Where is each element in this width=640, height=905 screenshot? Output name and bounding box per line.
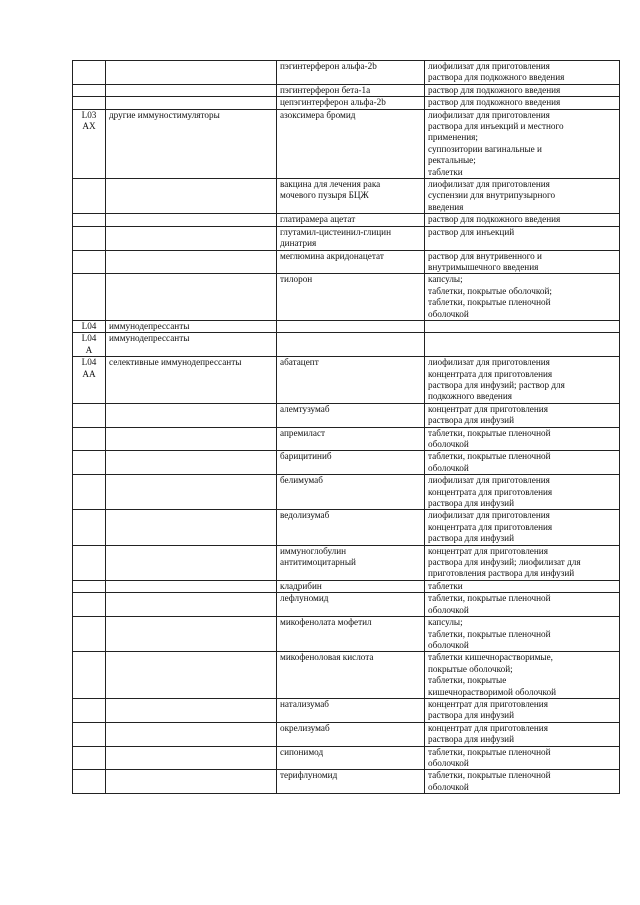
table-row <box>73 333 620 357</box>
table-row <box>73 109 620 178</box>
atc-code-cell <box>73 250 106 274</box>
table-row <box>73 357 620 404</box>
group-cell <box>106 698 277 722</box>
drug-name-cell: ведолизумаб <box>277 510 425 545</box>
group-cell <box>106 652 277 699</box>
atc-code-cell <box>73 698 106 722</box>
dosage-form-cell: концентрат для приготовления раствора для инфузий <box>425 722 620 746</box>
table-row <box>73 593 620 617</box>
table-row <box>73 61 620 85</box>
atc-code-cell <box>73 617 106 652</box>
group-cell <box>106 545 277 580</box>
table-row <box>73 84 620 96</box>
group-cell <box>106 84 277 96</box>
atc-code-cell <box>73 475 106 510</box>
dosage-form-cell <box>425 333 620 357</box>
drug-name-cell: азоксимера бромид <box>277 109 425 178</box>
group-cell <box>106 593 277 617</box>
dosage-form-cell: концентрат для приготовления раствора для инфузий <box>425 403 620 427</box>
drug-name-cell: окрелизумаб <box>277 722 425 746</box>
dosage-form-cell: таблетки, покрытые пленочной оболочкой <box>425 427 620 451</box>
drug-name-cell: лефлуномид <box>277 593 425 617</box>
group-cell <box>106 510 277 545</box>
atc-code-cell <box>73 403 106 427</box>
drug-name-cell: натализумаб <box>277 698 425 722</box>
atc-code-cell <box>73 427 106 451</box>
drug-name-cell: меглюмина акридонацетат <box>277 250 425 274</box>
atc-code-cell <box>73 274 106 321</box>
table-row <box>73 320 620 332</box>
table-row <box>73 652 620 699</box>
table-row <box>73 698 620 722</box>
group-cell <box>106 226 277 250</box>
drug-name-cell: барицитиниб <box>277 451 425 475</box>
drug-name-cell <box>277 320 425 332</box>
table-row <box>73 510 620 545</box>
dosage-form-cell: лиофилизат для приготовления концентрата для приготовления раствора для инфузий; раствор для подкожного введения <box>425 357 620 404</box>
group-cell <box>106 451 277 475</box>
drug-name-cell: пэгинтерферон бета-1a <box>277 84 425 96</box>
table-row <box>73 770 620 794</box>
dosage-form-cell: таблетки <box>425 580 620 592</box>
atc-code-cell: L04 A <box>73 333 106 357</box>
atc-code-cell <box>73 97 106 109</box>
table-row <box>73 97 620 109</box>
atc-code-cell <box>73 61 106 85</box>
drug-name-cell: терифлуномид <box>277 770 425 794</box>
dosage-form-cell: лиофилизат для приготовления раствора для инъекций и местного применения; суппозитории вагинальные и ректальные; таблетки <box>425 109 620 178</box>
atc-code-cell <box>73 580 106 592</box>
atc-code-cell <box>73 652 106 699</box>
table-row <box>73 274 620 321</box>
group-cell <box>106 770 277 794</box>
dosage-form-cell: лиофилизат для приготовления концентрата для приготовления раствора для инфузий <box>425 475 620 510</box>
table-row <box>73 545 620 580</box>
group-cell <box>106 274 277 321</box>
group-cell: другие иммуностимуляторы <box>106 109 277 178</box>
atc-code-cell: L04 AA <box>73 357 106 404</box>
drug-name-cell: кладрибин <box>277 580 425 592</box>
dosage-form-cell: раствор для внутривенного и внутримышечного введения <box>425 250 620 274</box>
drug-name-cell: глатирамера ацетат <box>277 214 425 226</box>
group-cell <box>106 746 277 770</box>
atc-code-cell: L04 <box>73 320 106 332</box>
atc-code-cell <box>73 593 106 617</box>
drug-name-cell: пэгинтерферон альфа-2b <box>277 61 425 85</box>
atc-code-cell: L03 AX <box>73 109 106 178</box>
group-cell: селективные иммунодепрессанты <box>106 357 277 404</box>
table-row <box>73 475 620 510</box>
group-cell <box>106 722 277 746</box>
drug-name-cell: цепэгинтерферон альфа-2b <box>277 97 425 109</box>
dosage-form-cell: таблетки кишечнорастворимые, покрытые оболочкой; таблетки, покрытые кишечнорастворимой оболочкой <box>425 652 620 699</box>
drug-name-cell: сипонимод <box>277 746 425 770</box>
atc-code-cell <box>73 510 106 545</box>
table-row <box>73 722 620 746</box>
table-row <box>73 403 620 427</box>
table-row <box>73 746 620 770</box>
dosage-form-cell: таблетки, покрытые пленочной оболочкой <box>425 593 620 617</box>
dosage-form-cell: капсулы; таблетки, покрытые оболочкой; таблетки, покрытые пленочной оболочкой <box>425 274 620 321</box>
drug-name-cell: белимумаб <box>277 475 425 510</box>
dosage-form-cell: раствор для подкожного введения <box>425 214 620 226</box>
atc-code-cell <box>73 214 106 226</box>
table-row <box>73 427 620 451</box>
atc-code-cell <box>73 179 106 214</box>
group-cell <box>106 250 277 274</box>
group-cell <box>106 427 277 451</box>
atc-code-cell <box>73 722 106 746</box>
table-row <box>73 451 620 475</box>
dosage-form-cell: раствор для подкожного введения <box>425 97 620 109</box>
dosage-form-cell: лиофилизат для приготовления концентрата для приготовления раствора для инфузий <box>425 510 620 545</box>
group-cell <box>106 403 277 427</box>
group-cell <box>106 617 277 652</box>
group-cell: иммунодепрессанты <box>106 333 277 357</box>
dosage-form-cell: лиофилизат для приготовления раствора для подкожного введения <box>425 61 620 85</box>
atc-code-cell <box>73 746 106 770</box>
dosage-form-cell: раствор для подкожного введения <box>425 84 620 96</box>
group-cell <box>106 61 277 85</box>
drug-name-cell <box>277 333 425 357</box>
dosage-form-cell: концентрат для приготовления раствора для инфузий; лиофилизат для приготовления раствора для инфузий <box>425 545 620 580</box>
group-cell: иммунодепрессанты <box>106 320 277 332</box>
group-cell <box>106 214 277 226</box>
drug-name-cell: микофеноловая кислота <box>277 652 425 699</box>
drug-table <box>72 60 620 794</box>
table-body <box>73 61 620 794</box>
drug-name-cell: алемтузумаб <box>277 403 425 427</box>
drug-name-cell: абатацепт <box>277 357 425 404</box>
atc-code-cell <box>73 451 106 475</box>
table-row <box>73 214 620 226</box>
drug-name-cell: иммуноглобулин антитимоцитарный <box>277 545 425 580</box>
drug-name-cell: микофенолата мофетил <box>277 617 425 652</box>
table-row <box>73 226 620 250</box>
atc-code-cell <box>73 84 106 96</box>
dosage-form-cell: концентрат для приготовления раствора для инфузий <box>425 698 620 722</box>
dosage-form-cell: раствор для инъекций <box>425 226 620 250</box>
table-row <box>73 580 620 592</box>
table-row <box>73 250 620 274</box>
table-row <box>73 617 620 652</box>
drug-name-cell: апремиласт <box>277 427 425 451</box>
dosage-form-cell: лиофилизат для приготовления суспензии для внутрипузырного введения <box>425 179 620 214</box>
drug-name-cell: вакцина для лечения рака мочевого пузыря БЦЖ <box>277 179 425 214</box>
atc-code-cell <box>73 545 106 580</box>
atc-code-cell <box>73 770 106 794</box>
dosage-form-cell: таблетки, покрытые пленочной оболочкой <box>425 451 620 475</box>
group-cell <box>106 475 277 510</box>
drug-name-cell: тилорон <box>277 274 425 321</box>
drug-name-cell: глутамил-цистеинил-глицин динатрия <box>277 226 425 250</box>
group-cell <box>106 97 277 109</box>
dosage-form-cell <box>425 320 620 332</box>
dosage-form-cell: таблетки, покрытые пленочной оболочкой <box>425 770 620 794</box>
table-row <box>73 179 620 214</box>
group-cell <box>106 580 277 592</box>
dosage-form-cell: капсулы; таблетки, покрытые пленочной оболочкой <box>425 617 620 652</box>
atc-code-cell <box>73 226 106 250</box>
group-cell <box>106 179 277 214</box>
dosage-form-cell: таблетки, покрытые пленочной оболочкой <box>425 746 620 770</box>
